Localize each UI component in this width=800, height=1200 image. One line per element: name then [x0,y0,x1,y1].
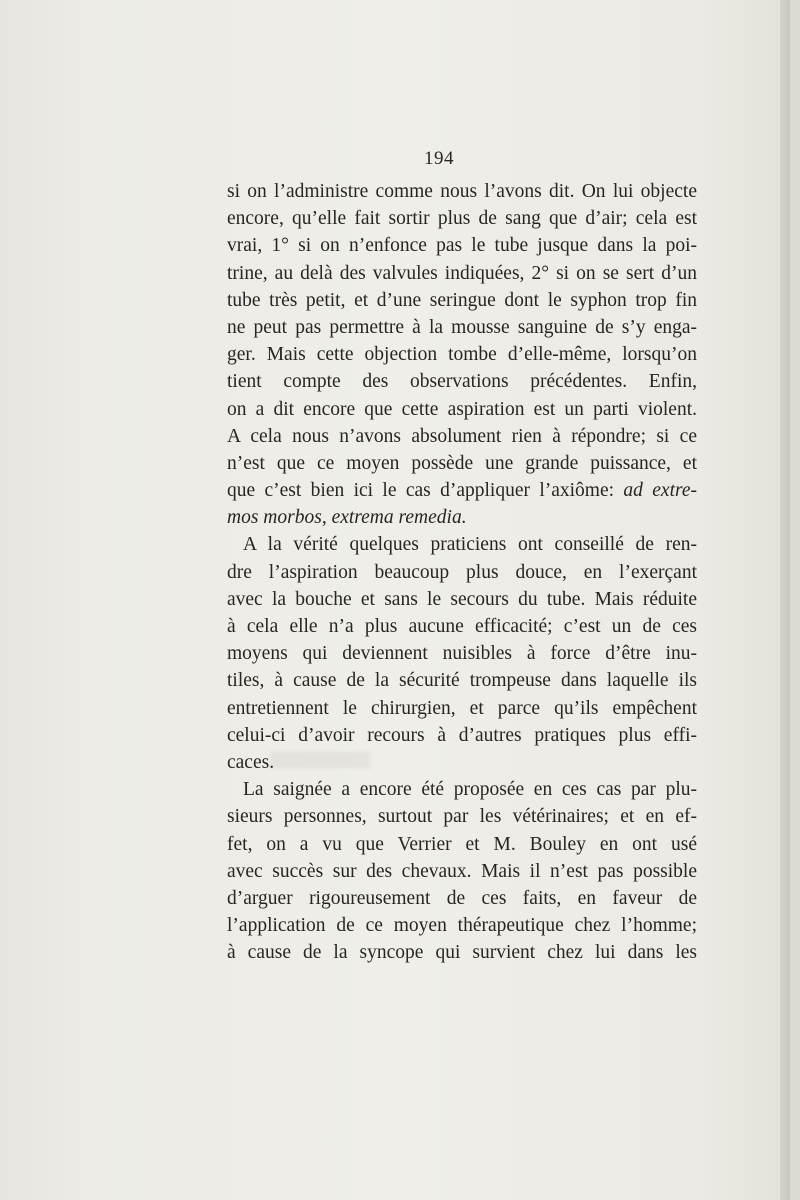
page-number: 194 [424,148,454,169]
text-line: avec succès sur des chevaux. Mais il n’est pas possible [227,860,697,882]
text-line: tube très petit, et d’une seringue dont le syphon trop fin [227,289,697,311]
text-line: dre l’aspiration beaucoup plus douce, en l’exerçant [227,561,697,583]
text-line: sieurs personnes, surtout par les vétérinaires; et en ef- [227,806,697,828]
page-edge [780,0,790,1200]
text-line: celui-ci d’avoir recours à d’autres pratiques plus effi- [227,724,697,746]
text-line: trine, au delà des valvules indiquées, 2° si on se sert d’un [227,262,697,284]
italic-phrase: ad extre- [623,480,697,502]
text-line: encore, qu’elle fait sortir plus de sang que d’air; cela est [227,208,697,230]
text-line: on a dit encore que cette aspiration est un parti violent. [227,398,697,420]
text-line-mixed [227,477,697,504]
text-segment: que c’est bien ici le cas d’appliquer l’axiôme: [227,480,624,502]
text-line: caces. [227,751,275,773]
text-line: l’application de ce moyen thérapeutique chez l’homme; [227,915,697,937]
italic-phrase: extrema remedia. [331,507,467,529]
text-line: moyens qui deviennent nuisibles à force d’être inu- [227,643,697,665]
text-line: tient compte des observations précédentes. Enfin, [227,371,697,393]
text-line: vrai, 1° si on n’enfonce pas le tube jusque dans la poi- [227,235,697,257]
text-line: ne peut pas permettre à la mousse sanguine de s’y enga- [227,316,697,338]
text-line: d’arguer rigoureusement de ces faits, en faveur de [227,887,697,909]
body-text [227,178,697,966]
text-segment: , [321,507,332,529]
text-line: avec la bouche et sans le secours du tube. Mais réduite [227,588,697,610]
text-line: A la vérité quelques praticiens ont conseillé de ren- [243,534,697,556]
text-line: A cela nous n’avons absolument rien à répondre; si ce [227,425,697,447]
text-line-mixed [227,504,697,531]
text-line: à cause de la syncope qui survient chez lui dans les [227,942,697,964]
italic-phrase: mos morbos [227,507,322,529]
text-line: fet, on a vu que Verrier et M. Bouley en ont usé [227,833,697,855]
text-line: entretiennent le chirurgien, et parce qu’ils empêchent [227,697,697,719]
text-line: n’est que ce moyen possède une grande puissance, et [227,452,697,474]
text-line: La saignée a encore été proposée en ces cas par plu- [243,779,697,801]
text-line: à cela elle n’a plus aucune efficacité; c’est un de ces [227,616,697,637]
text-line: ger. Mais cette objection tombe d’elle-même, lorsqu’on [227,344,697,366]
text-line: si on l’administre comme nous l’avons dit. On lui objecte [227,181,697,202]
text-line: tiles, à cause de la sécurité trompeuse dans laquelle ils [227,670,697,692]
